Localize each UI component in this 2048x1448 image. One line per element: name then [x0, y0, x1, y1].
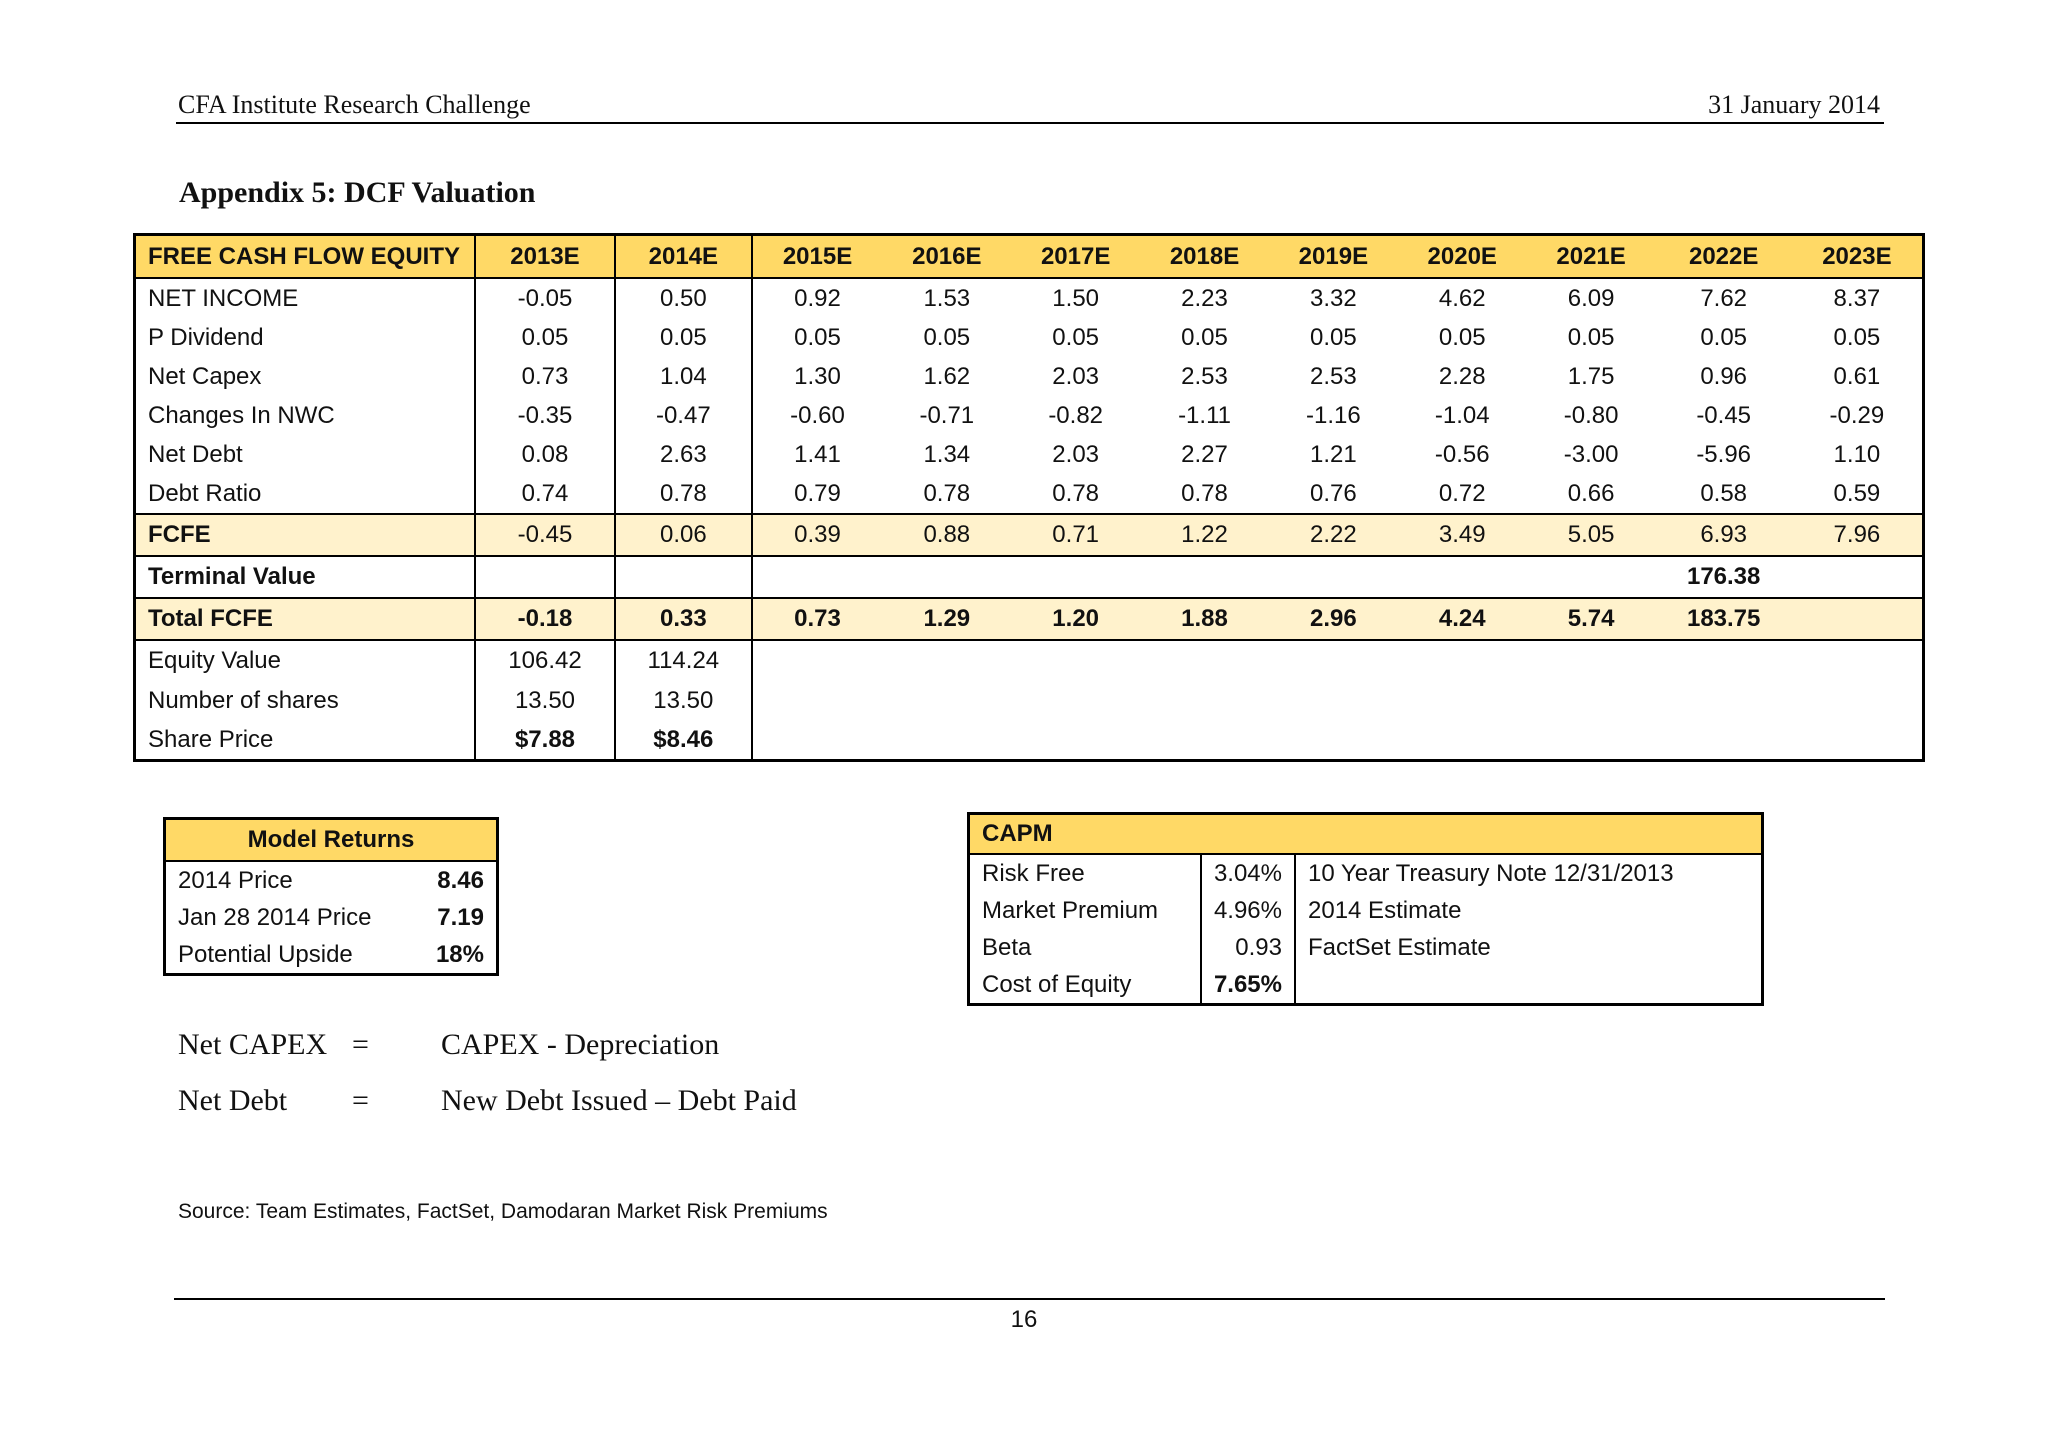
footer-divider [174, 1298, 1885, 1300]
definition-term: Net Debt [178, 1084, 288, 1117]
total-fcfe-cell: 0.33 [615, 598, 752, 640]
total-fcfe-cell: 1.88 [1140, 598, 1269, 640]
equity-label: Share Price [135, 720, 476, 761]
dcf-cell: 0.05 [794, 323, 841, 351]
dcf-cell: 0.05 [615, 318, 752, 357]
dcf-cell: 1.04 [615, 357, 752, 396]
dcf-header-year: 2022E [1656, 235, 1792, 279]
dcf-header-year: 2015E [752, 235, 883, 279]
dcf-cell: 0.66 [1567, 479, 1615, 507]
fcfe-cell: 0.71 [1011, 514, 1140, 556]
dcf-cell: 0.05 [1700, 323, 1748, 351]
total-fcfe-cell: 2.96 [1269, 598, 1398, 640]
fcfe-cell: 6.93 [1656, 514, 1792, 556]
dcf-cell: 2.03 [1052, 362, 1100, 390]
total-fcfe-label: Total FCFE [135, 598, 476, 640]
fcfe-cell: 2.22 [1269, 514, 1398, 556]
dcf-cell: 0.59 [1833, 479, 1881, 507]
dcf-cell: 2.27 [1181, 440, 1228, 468]
dcf-cell: -1.16 [1306, 401, 1361, 429]
dcf-cell: 0.78 [1052, 479, 1100, 507]
dcf-cell: -0.56 [1434, 440, 1490, 468]
model-returns-header [165, 819, 498, 862]
header-title: CFA Institute Research Challenge [178, 90, 531, 119]
share-price-cell: $8.46 [615, 720, 752, 761]
dcf-cell: 7.62 [1700, 284, 1748, 312]
fcfe-cell: 7.96 [1792, 514, 1924, 556]
capm-note: 2014 Estimate [1308, 896, 1462, 924]
fcfe-cell: 5.05 [1527, 514, 1656, 556]
capm-label: Beta [969, 929, 1202, 966]
capm-value: 7.65% [1201, 966, 1295, 1005]
dcf-cell: 0.79 [794, 479, 841, 507]
dcf-cell: 0.05 [923, 323, 971, 351]
total-fcfe-cell: 4.24 [1398, 598, 1527, 640]
dcf-header-row [135, 235, 1924, 279]
dcf-cell: -0.80 [1563, 401, 1619, 429]
total-fcfe-row [135, 598, 1924, 640]
dcf-data-row [135, 435, 1924, 474]
dcf-header-year: 2014E [615, 235, 752, 279]
dcf-row-label: Debt Ratio [135, 474, 476, 514]
capm-title: CAPM [969, 814, 1763, 855]
dcf-row-label: NET INCOME [135, 278, 476, 318]
total-fcfe-cell: -0.18 [475, 598, 615, 640]
terminal-value-row [135, 556, 1924, 598]
dcf-cell: 2.28 [1438, 362, 1486, 390]
dcf-cell: 4.62 [1438, 284, 1486, 312]
dcf-cell: 1.34 [923, 440, 971, 468]
capm-note: FactSet Estimate [1308, 933, 1491, 961]
capm-label: Market Premium [969, 892, 1202, 929]
dcf-cell: -0.45 [1696, 401, 1752, 429]
dcf-row-label: P Dividend [135, 318, 476, 357]
terminal-value-cell: 176.38 [1656, 556, 1792, 598]
dcf-cell: 0.05 [1181, 323, 1228, 351]
fcfe-cell: 3.49 [1398, 514, 1527, 556]
dcf-cell: -0.47 [615, 396, 752, 435]
dcf-cell: -0.29 [1829, 401, 1885, 429]
capm-row [969, 854, 1763, 892]
dcf-cell: 0.96 [1700, 362, 1748, 390]
capm-header [969, 814, 1763, 855]
fcfe-cell: 0.88 [882, 514, 1011, 556]
dcf-cell: 6.09 [1567, 284, 1615, 312]
model-returns-value: 8.46 [437, 866, 484, 894]
model-returns-title: Model Returns [165, 819, 498, 862]
capm-value: 0.93 [1201, 929, 1295, 966]
dcf-data-row [135, 474, 1924, 514]
equity-cell: 13.50 [475, 681, 615, 720]
dcf-cell: 2.63 [615, 435, 752, 474]
definition-term: Net CAPEX [178, 1028, 328, 1061]
dcf-cell: 2.23 [1181, 284, 1228, 312]
dcf-cell: 2.53 [1181, 362, 1228, 390]
dcf-cell: 1.53 [923, 284, 971, 312]
dcf-cell: 0.58 [1700, 479, 1748, 507]
dcf-header-year: 2021E [1527, 235, 1656, 279]
dcf-cell: 0.05 [1310, 323, 1357, 351]
equity-cell: 13.50 [615, 681, 752, 720]
dcf-cell: 0.50 [615, 278, 752, 318]
capm-label: Risk Free [969, 854, 1202, 892]
dcf-header-year: 2018E [1140, 235, 1269, 279]
dcf-cell: 0.05 [475, 318, 615, 357]
dcf-cell: 0.05 [1052, 323, 1100, 351]
dcf-cell: -0.05 [475, 278, 615, 318]
dcf-data-row [135, 318, 1924, 357]
fcfe-cell: -0.45 [475, 514, 615, 556]
dcf-row-label: Net Debt [135, 435, 476, 474]
fcfe-cell: 0.06 [615, 514, 752, 556]
dcf-cell: 3.32 [1310, 284, 1357, 312]
fcfe-label: FCFE [135, 514, 476, 556]
capm-note [1295, 966, 1763, 1005]
model-returns-row [165, 861, 498, 899]
model-returns-value: 18% [435, 940, 484, 968]
total-fcfe-cell [1792, 598, 1924, 640]
dcf-cell: 0.74 [475, 474, 615, 514]
dcf-header-year: 2013E [475, 235, 615, 279]
fcfe-cell: 1.22 [1140, 514, 1269, 556]
dcf-cell: 0.76 [1310, 479, 1357, 507]
dcf-cell: 0.05 [1833, 323, 1881, 351]
dcf-cell: 1.50 [1052, 284, 1100, 312]
header-date: 31 January 2014 [1708, 90, 1880, 119]
dcf-data-row [135, 396, 1924, 435]
dcf-cell: -0.35 [475, 396, 615, 435]
definition-formula: CAPEX - Depreciation [441, 1028, 720, 1061]
model-returns-table [163, 817, 499, 976]
total-fcfe-cell: 0.73 [752, 598, 883, 640]
total-fcfe-cell: 1.20 [1011, 598, 1140, 640]
source-note: Source: Team Estimates, FactSet, Damodaran Market Risk Premiums [178, 1200, 828, 1223]
dcf-header-year: 2023E [1792, 235, 1924, 279]
equity-cell: 106.42 [475, 640, 615, 681]
capm-note: 10 Year Treasury Note 12/31/2013 [1308, 859, 1674, 887]
dcf-cell: -5.96 [1696, 440, 1752, 468]
dcf-cell: -0.82 [1048, 401, 1104, 429]
dcf-header-year: 2017E [1011, 235, 1140, 279]
dcf-cell: 0.05 [1438, 323, 1486, 351]
dcf-cell: -3.00 [1563, 440, 1619, 468]
page-header [176, 90, 1884, 124]
dcf-cell: 2.03 [1052, 440, 1100, 468]
capm-row [969, 892, 1763, 929]
model-returns-label: Potential Upside [178, 940, 353, 968]
capm-label: Cost of Equity [969, 966, 1202, 1005]
capm-row [969, 966, 1763, 1005]
dcf-cell: 1.41 [794, 440, 841, 468]
dcf-cell: 0.92 [794, 284, 841, 312]
dcf-header-label: FREE CASH FLOW EQUITY [135, 235, 476, 279]
dcf-cell: 0.78 [615, 474, 752, 514]
capm-value: 4.96% [1201, 892, 1295, 929]
model-returns-value: 7.19 [437, 903, 484, 931]
dcf-table [133, 233, 1925, 762]
fcfe-cell: 0.39 [752, 514, 883, 556]
dcf-header-year: 2016E [882, 235, 1011, 279]
section-title: Appendix 5: DCF Valuation [179, 176, 536, 209]
equity-cell: 114.24 [615, 640, 752, 681]
dcf-cell: 1.62 [923, 362, 971, 390]
model-returns-label: 2014 Price [178, 866, 293, 894]
dcf-cell: -0.71 [919, 401, 975, 429]
capm-table [967, 812, 1764, 1006]
dcf-cell: -1.04 [1434, 401, 1490, 429]
equity-label: Equity Value [135, 640, 476, 681]
dcf-cell: 0.72 [1438, 479, 1486, 507]
equity-row [135, 640, 1924, 681]
dcf-cell: 0.61 [1833, 362, 1881, 390]
dcf-cell: -1.11 [1178, 401, 1231, 429]
dcf-data-row [135, 278, 1924, 318]
dcf-cell: 1.21 [1310, 440, 1357, 468]
model-returns-label: Jan 28 2014 Price [178, 903, 372, 931]
dcf-row-label: Changes In NWC [135, 396, 476, 435]
definition-equals: = [352, 1084, 369, 1117]
dcf-header-year: 2020E [1398, 235, 1527, 279]
dcf-cell: 1.10 [1833, 440, 1881, 468]
dcf-row-label: Net Capex [135, 357, 476, 396]
total-fcfe-cell: 5.74 [1527, 598, 1656, 640]
dcf-cell: 0.78 [923, 479, 971, 507]
model-returns-row [165, 936, 498, 975]
dcf-cell: 2.53 [1310, 362, 1357, 390]
total-fcfe-cell: 183.75 [1656, 598, 1792, 640]
equity-label: Number of shares [135, 681, 476, 720]
dcf-cell: 0.05 [1567, 323, 1615, 351]
capm-value: 3.04% [1201, 854, 1295, 892]
capm-row [969, 929, 1763, 966]
definition-equals: = [352, 1028, 369, 1061]
dcf-cell: 1.75 [1567, 362, 1615, 390]
dcf-cell: 0.78 [1181, 479, 1228, 507]
fcfe-row [135, 514, 1924, 556]
definition-formula: New Debt Issued – Debt Paid [441, 1084, 797, 1117]
page-number: 16 [1010, 1306, 1038, 1333]
dcf-cell: 0.08 [475, 435, 615, 474]
share-price-cell: $7.88 [475, 720, 615, 761]
terminal-value-label: Terminal Value [135, 556, 476, 598]
dcf-data-row [135, 357, 1924, 396]
dcf-cell: -0.60 [790, 401, 845, 429]
total-fcfe-cell: 1.29 [882, 598, 1011, 640]
model-returns-row [165, 899, 498, 936]
dcf-header-year: 2019E [1269, 235, 1398, 279]
dcf-cell: 0.73 [475, 357, 615, 396]
dcf-cell: 1.30 [794, 362, 841, 390]
dcf-cell: 8.37 [1833, 284, 1881, 312]
